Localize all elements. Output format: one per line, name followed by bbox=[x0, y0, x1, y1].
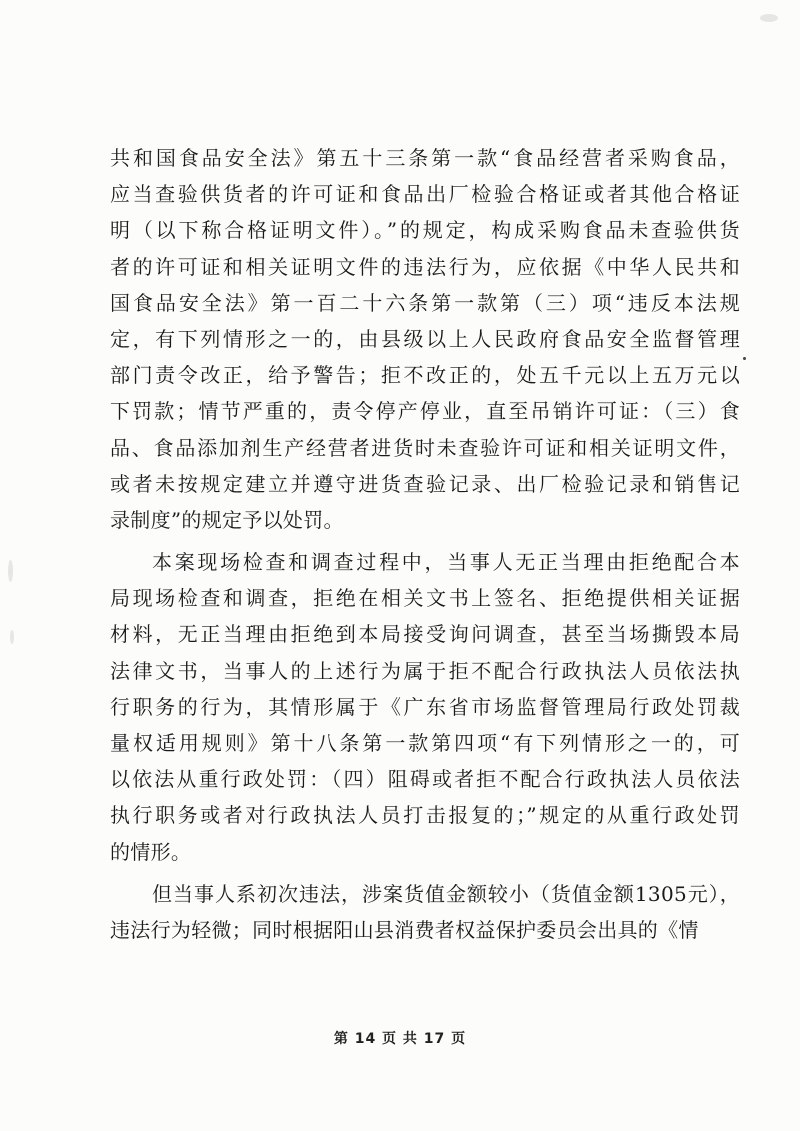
scan-speck bbox=[8, 560, 13, 582]
document-body bbox=[110, 140, 740, 948]
text-line: 明（以下称合格证明文件）。”的规定，构成采购食品未查验供货 bbox=[110, 218, 740, 243]
text-line: 本案现场检查和调查过程中，当事人无正当理由拒绝配合本 bbox=[152, 550, 740, 575]
text-line: 局现场检查和调查，拒绝在相关文书上签名、拒绝提供相关证据 bbox=[110, 586, 740, 611]
text-line: 执行职务或者对行政执法人员打击报复的；”规定的从重行政处罚 bbox=[110, 803, 740, 828]
text-line: 法律文书，当事人的上述行为属于拒不配合行政执法人员依法执 bbox=[110, 658, 740, 683]
text-line: 或者未按规定建立并遵守进货查验记录、出厂检验记录和销售记 bbox=[110, 471, 740, 496]
text-line: 录制度”的规定予以处罚。 bbox=[110, 507, 344, 532]
paragraph bbox=[110, 140, 740, 538]
text-line: 材料，无正当理由拒绝到本局接受询问调查，甚至当场撕毁本局 bbox=[110, 622, 740, 647]
page-footer: 第 14 页 共 17 页 bbox=[333, 1031, 467, 1047]
text-line: 国食品安全法》第一百二十六条第一款第（三）项“违反本法规 bbox=[110, 290, 740, 315]
text-line: 者的许可证和相关证明文件的违法行为，应依据《中华人民共和 bbox=[110, 254, 740, 279]
scan-dot bbox=[743, 357, 746, 360]
scan-speck bbox=[760, 14, 778, 22]
text-line: 共和国食品安全法》第五十三条第一款“食品经营者采购食品， bbox=[110, 146, 740, 170]
scan-speck bbox=[10, 630, 14, 644]
text-line: 品、食品添加剂生产经营者进货时未查验许可证和相关证明文件， bbox=[110, 435, 740, 460]
text-line: 量权适用规则》第十八条第一款第四项“有下列情形之一的，可 bbox=[110, 731, 740, 755]
text-line: 的情形。 bbox=[110, 839, 192, 864]
paragraph bbox=[110, 876, 740, 948]
text-line: 行职务的行为，其情形属于《广东省市场监督管理局行政处罚裁 bbox=[110, 694, 740, 719]
text-line: 应当查验供货者的许可证和食品出厂检验合格证或者其他合格证 bbox=[110, 182, 740, 207]
text-line: 以依法从重行政处罚：（四）阻碍或者拒不配合行政执法人员依法 bbox=[110, 767, 740, 792]
text-line: 下罚款；情节严重的，责令停产停业，直至吊销许可证：（三）食 bbox=[110, 399, 740, 424]
paragraph bbox=[110, 544, 740, 870]
text-line: 违法行为轻微；同时根据阳山县消费者权益保护委员会出具的《情 bbox=[110, 917, 699, 942]
text-line: 定，有下列情形之一的，由县级以上人民政府食品安全监督管理 bbox=[110, 326, 740, 351]
text-line: 部门责令改正，给予警告；拒不改正的，处五千元以上五万元以 bbox=[110, 363, 740, 388]
text-line: 但当事人系初次违法，涉案货值金额较小（货值金额1305元）， bbox=[152, 881, 740, 906]
